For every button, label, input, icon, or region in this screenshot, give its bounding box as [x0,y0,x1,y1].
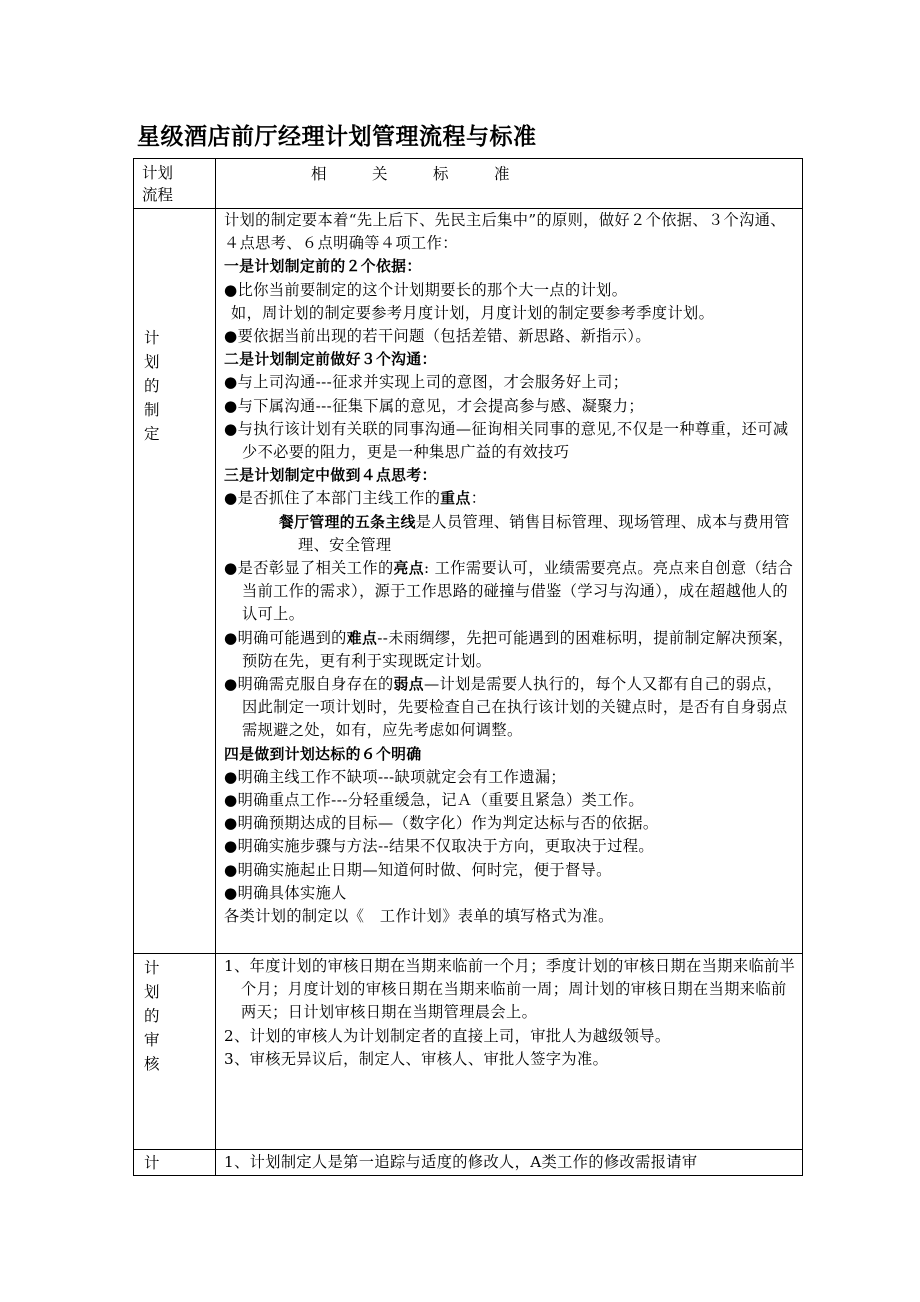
list-item: 2、计划的审核人为计划制定者的直接上司，审批人为越级领导。 [224,1026,671,1045]
table-row-plan-revision [134,1150,803,1176]
table-row-plan-making [134,209,803,954]
closing-text: 各类计划的制定以《 工作计划》表单的填写格式为准。 [224,907,614,926]
label-plan-review: 计 划 的 审 核 [144,959,160,1073]
header-process-cell [134,159,216,209]
label-cell-plan-revision [134,1150,216,1176]
content-cell-plan-review [216,954,803,1150]
list-item: 3、审核无异议后，制定人、审核人、审批人签字为准。 [224,1049,609,1068]
label-cell-plan-making [134,209,216,954]
header-standard-cell [216,159,803,209]
list-item: ● 明确具体实施人 [224,882,796,905]
table-header-row [134,159,803,209]
list-item: 1、计划制定人是第一追踪与适度的修改人，A类工作的修改需报请审 [224,1153,698,1171]
list-item: ● 与下属沟通---征集下属的意见，才会提高参与感、凝聚力； [224,395,796,418]
list-item: ● 与上司沟通---征求并实现上司的意图，才会服务好上司； [224,371,796,394]
list-item: ● 是否彰显了相关工作的亮点: 工作需要认可，业绩需要亮点。亮点来自创意（结合当前工作的需求），源于工作思路的碰撞与借鉴（学习与沟通），成在超越他人的认可上。 [224,557,796,627]
note-text: 如，周计划的制定要参考月度计划，月度计划的制定要参考季度计划。 [231,303,715,322]
document-title: 星级酒店前厅经理计划管理流程与标准 [137,124,537,150]
list-item: ● 与执行该计划有关联的同事沟通—征询相关同事的意见,不仅是一种尊重，还可减少不必要的阻力，更是一种集思广益的有效技巧 [224,418,796,464]
sub-item: 餐厅管理的五条主线是人员管理、销售目标管理、现场管理、成本与费用管理、安全管理 [279,512,790,554]
part2-heading: 二是计划制定前做好３个沟通： [224,351,437,369]
label-cell-plan-review [134,954,216,1150]
intro-text: 计划的制定要本着“先上后下、先民主后集中”的原则，做好２个依据、３个沟通、４点思考、６点明确等４项工作： [224,211,786,253]
part1-heading: 一是计划制定前的２个依据： [224,258,422,276]
plan-standards-table [133,158,803,1176]
label-plan-revision: 计 [144,1154,160,1172]
list-item: 1、年度计划的审核日期在当期来临前一个月；季度计划的审核日期在当期来临前半个月；月度计划的审核日期在当期来临前一周；周计划的审核日期在当期来临前两天；日计划审核日期在当期管理晨会上。 [224,957,796,1022]
list-item: ● 明确可能遇到的难点--未雨绸缪，先把可能遇到的困难标明，提前制定解决预案，预防在先，更有利于实现既定计划。 [224,627,796,673]
header-process-line1: 计划 [142,164,174,182]
list-item: ● 要依据当前出现的若干问题（包括差错、新思路、新指示）。 [224,325,796,348]
header-standard-char: 准 [494,165,510,183]
list-item: ● 明确实施起止日期—知道何时做、何时完，便于督导。 [224,859,796,882]
header-process-line2: 流程 [142,186,174,204]
list-item: ● 明确实施步骤与方法--结果不仅取决于方向，更取决于过程。 [224,835,796,858]
label-plan-making: 计 划 的 制 定 [144,329,160,443]
table-row-plan-review [134,954,803,1150]
header-standard-char: 相 [311,165,327,183]
header-standard-char: 关 [372,165,388,183]
part3-heading: 三是计划制定中做到４点思考： [224,467,437,485]
list-item: ● 比你当前要制定的这个计划期要长的那个大一点的计划。 [224,279,796,302]
list-item: ● 明确主线工作不缺项---缺项就定会有工作遗漏； [224,766,796,789]
part4-heading: 四是做到计划达标的６个明确 [224,745,422,763]
list-item: ● 明确重点工作---分轻重缓急，记Ａ（重要且紧急）类工作。 [224,789,796,812]
list-item: ● 是否抓住了本部门主线工作的重点： [224,487,796,510]
content-cell-plan-revision [216,1150,803,1176]
header-standard-char: 标 [433,165,449,183]
list-item: ● 明确预期达成的目标—（数字化）作为判定达标与否的依据。 [224,812,796,835]
list-item: ● 明确需克服自身存在的弱点—计划是需要人执行的，每个人又都有自己的弱点，因此制定一项计划时，先要检查自己在执行该计划的关键点时，是否有自身弱点需规避之处，如有，应先考虑如何调整。 [224,673,796,743]
content-cell-plan-making [216,209,803,954]
